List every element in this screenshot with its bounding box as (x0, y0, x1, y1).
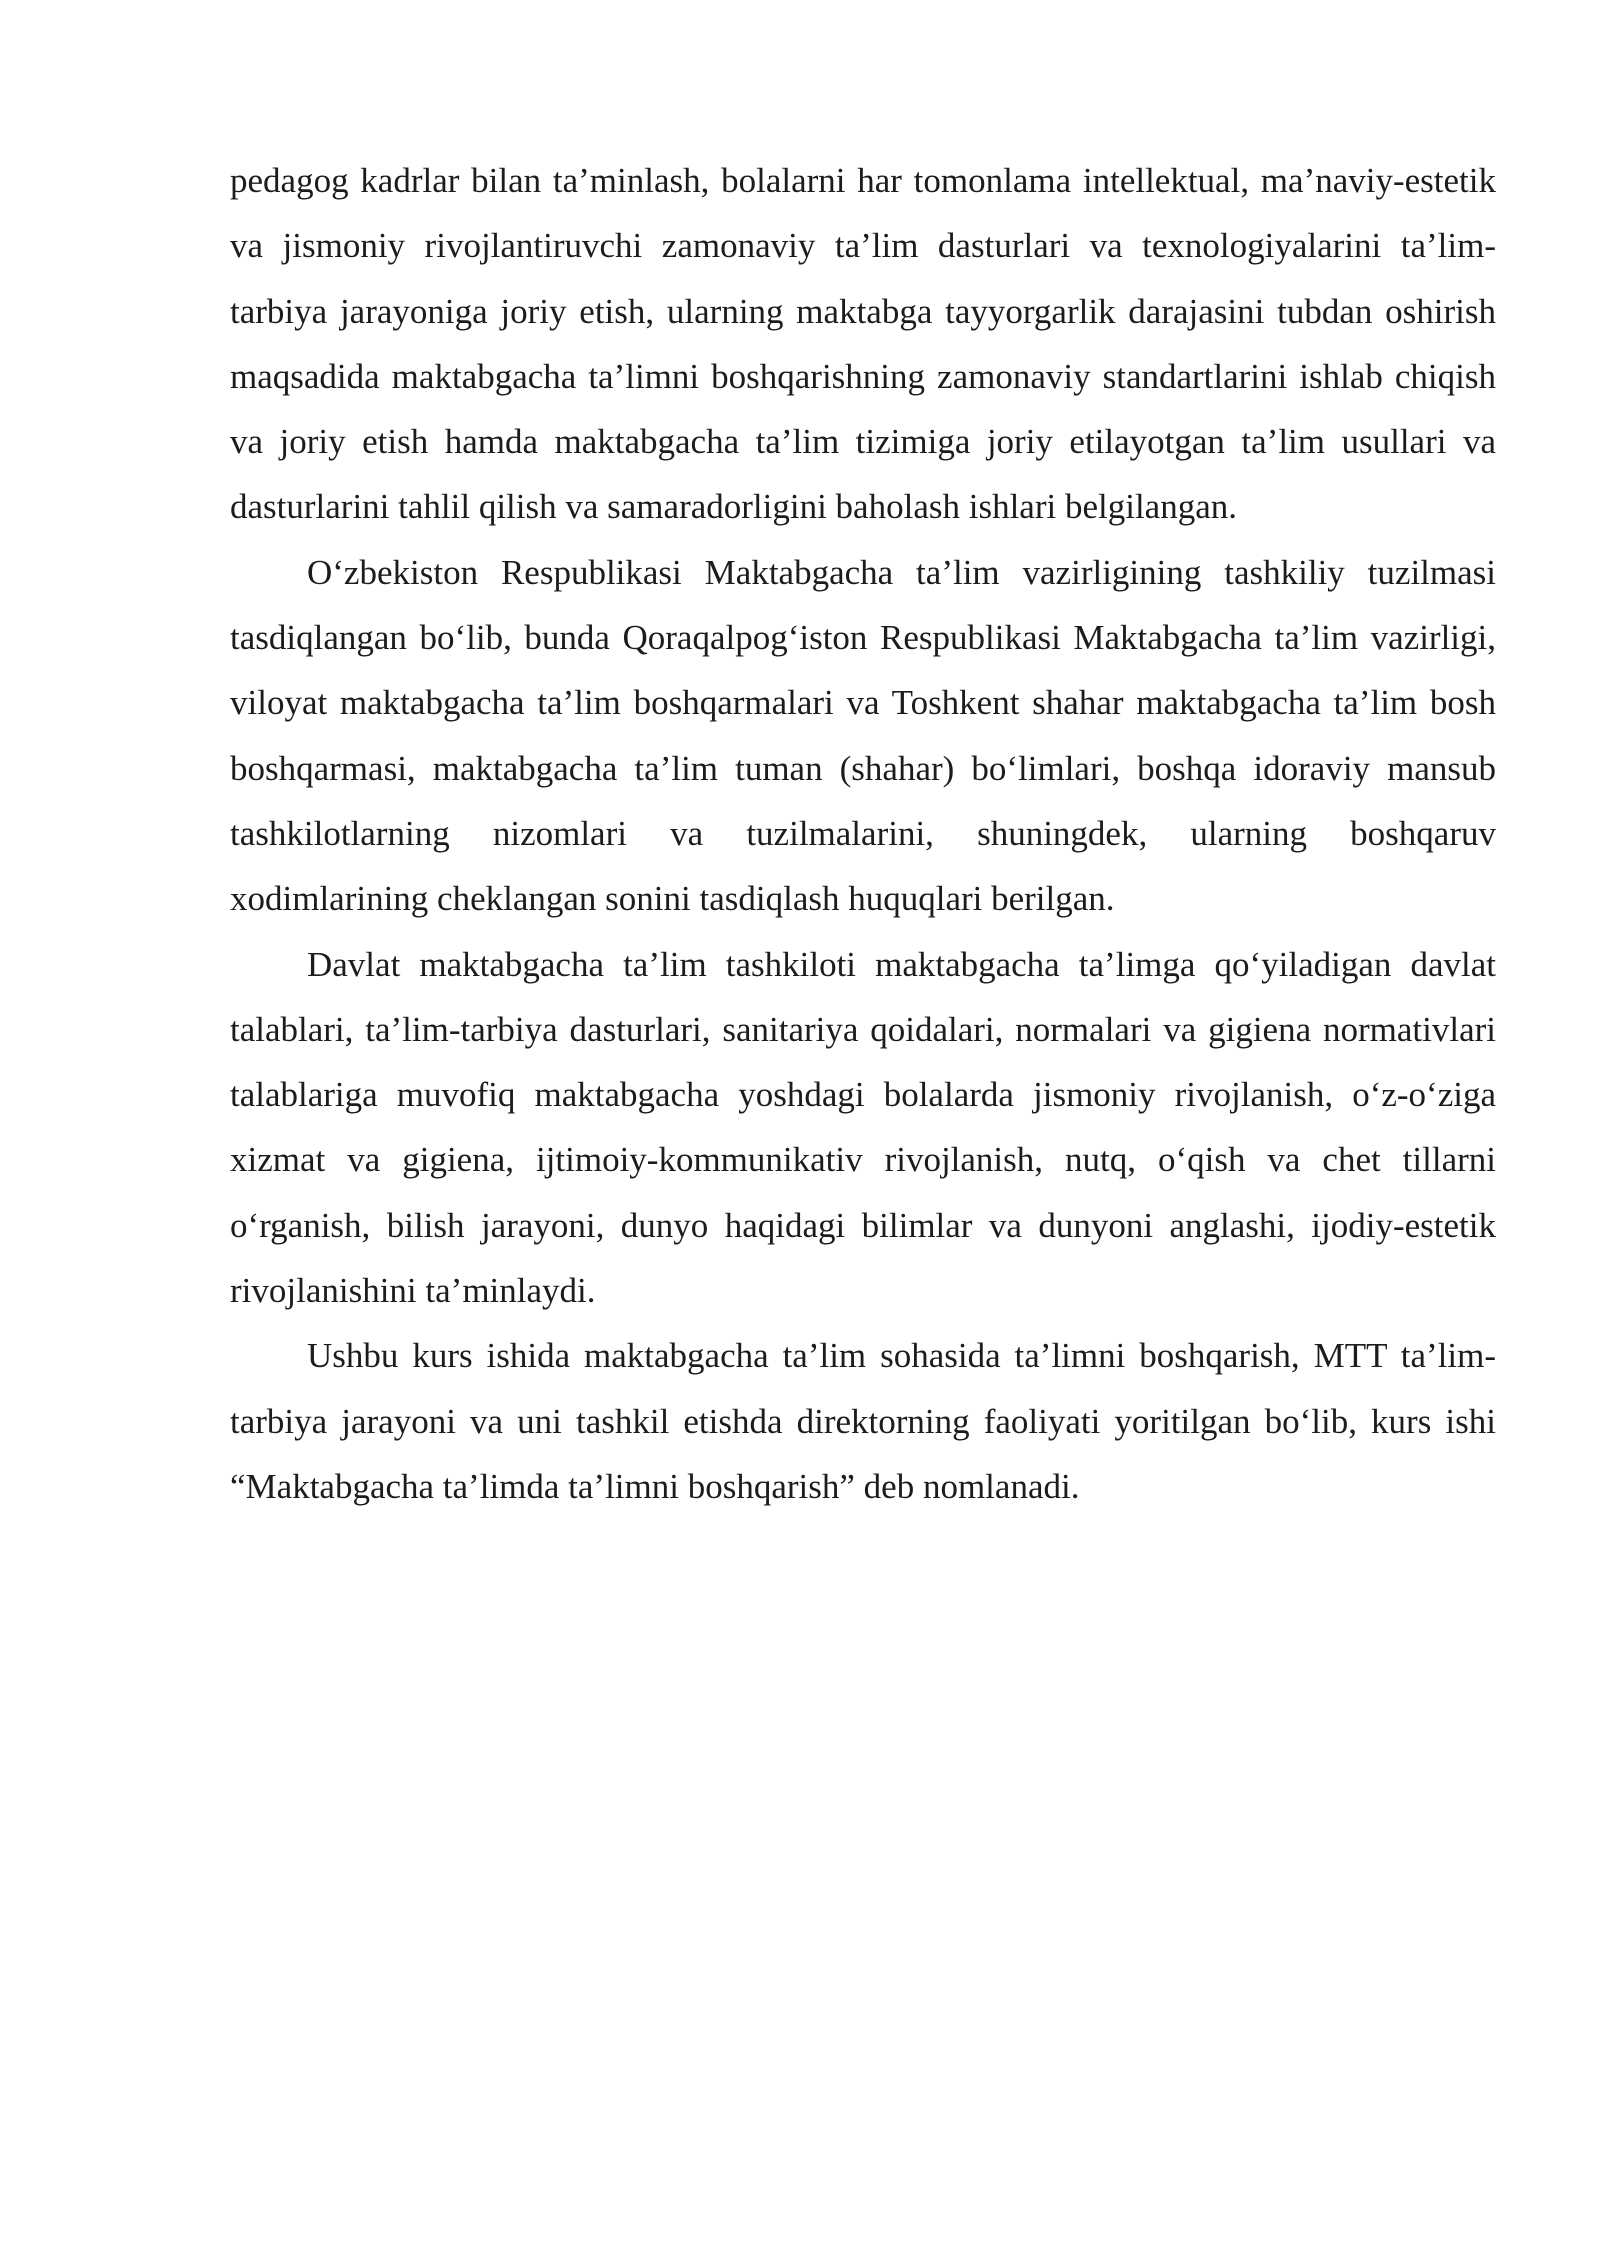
paragraph-state-preschool: Davlat maktabgacha ta’lim tashkiloti maktabgacha ta’limga qo‘yiladigan davlat talablari, ta’lim-tarbiya dasturlari, sanitariya qoidalari, normalari va gigiena normativlari talablariga muvofiq maktabgacha yoshdagi bolalarda jismoniy rivojlanish, o‘z-o‘ziga xizmat va gigiena, ijtimoiy-kommunikativ rivojlanish, nutq, o‘qish va chet tillarni o‘rganish, bilish jarayoni, dunyo haqidagi bilimlar va dunyoni anglashi, ijodiy-estetik rivojlanishini ta’minlaydi. (230, 944, 1496, 1311)
paragraph-continuation: pedagog kadrlar bilan ta’minlash, bolalarni har tomonlama intellektual, ma’naviy-estetik va jismoniy rivojlantiruvchi zamonaviy ta’lim dasturlari va texnologiyalarini ta’lim-tarbiya jarayoniga joriy etish, ularning maktabga tayyorgarlik darajasini tubdan oshirish maqsadida maktabgacha ta’limni boshqarishning zamonaviy standartlarini ishlab chiqish va joriy etish hamda maktabgacha ta’lim tizimiga joriy etilayotgan ta’lim usullari va dasturlarini tahlil qilish va samaradorligini baholash ishlari belgilangan. (230, 161, 1496, 527)
paragraph-ministry-structure: O‘zbekiston Respublikasi Maktabgacha ta’lim vazirligining tashkiliy tuzilmasi tasdiqlangan bo‘lib, bunda Qoraqalpog‘iston Respublikasi Maktabgacha ta’lim vazirligi, viloyat maktabgacha ta’lim boshqarmalari va Toshkent shahar maktabgacha ta’lim bosh boshqarmasi, maktabgacha ta’lim tuman (shahar) bo‘limlari, boshqa idoraviy mansub tashkilotlarning nizomlari va tuzilmalarini, shuningdek, ularning boshqaruv xodimlarining cheklangan sonini tasdiqlash huquqlari berilgan. (230, 552, 1496, 919)
body-text (230, 148, 1496, 1519)
paragraph-course-work: Ushbu kurs ishida maktabgacha ta’lim sohasida ta’limni boshqarish, MTT ta’lim-tarbiya jarayoni va uni tashkil etishda direktorning faoliyati yoritilgan bo‘lib, kurs ishi “Maktabgacha ta’limda ta’limni boshqarish” deb nomlanadi. (230, 1336, 1496, 1506)
